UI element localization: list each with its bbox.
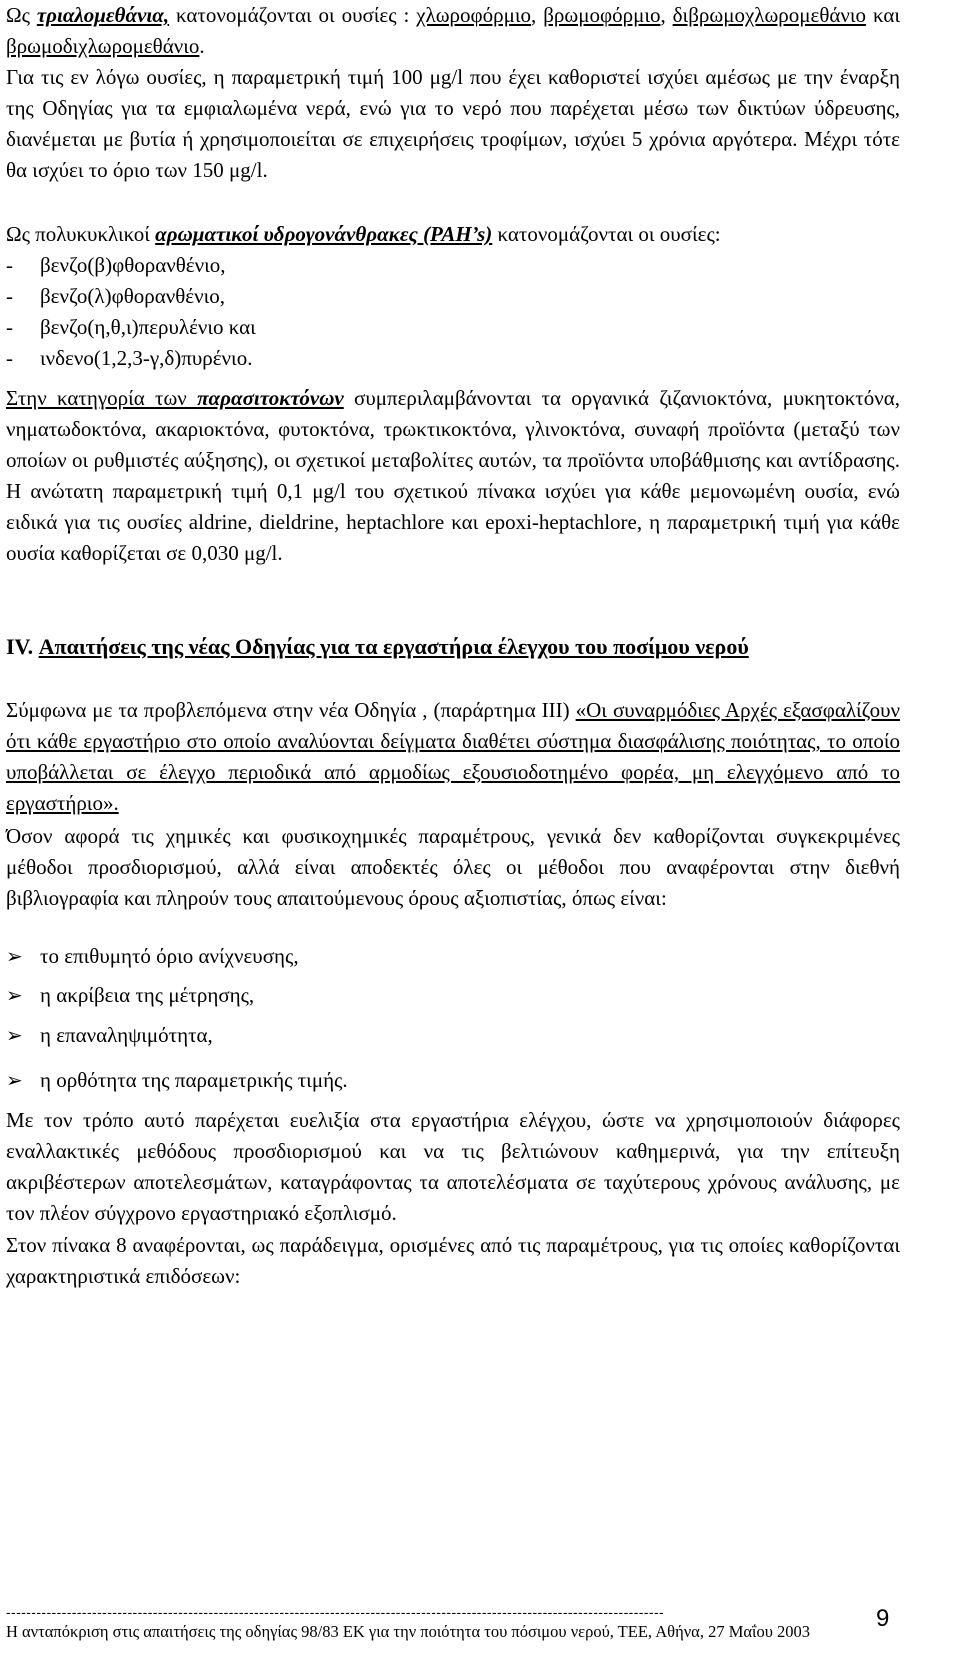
term-pesticides: παρασιτοκτόνων — [197, 386, 344, 410]
list-item — [6, 250, 900, 281]
list-item-text: η ορθότητα της παραμετρικής τιμής. — [40, 1068, 348, 1092]
substance-bromodichloromethane: βρωμοδιχλωρομεθάνιο — [6, 34, 200, 58]
text-span: και — [866, 3, 901, 27]
methods-paragraph: Όσον αφορά τις χημικές και φυσικοχημικές παραμέτρους, γενικά δεν καθορίζονται συγκεκριμένες μέθοδοι προσδιορισμού, αλλά είναι αποδεκτές όλες οι μέθοδοι που αναφέρονται στην διεθνή βιβλιογραφία και πληρούν τους απαιτούμενους όρους αξιοπιστίας, όπως είναι: — [6, 824, 900, 910]
footer-rule: ---------------------------------------------------------------------------------------------------------------------------------- — [6, 1604, 665, 1620]
page-number: 9 — [876, 1605, 890, 1632]
section-heading — [6, 631, 900, 662]
text-span: Στην κατηγορία των — [6, 386, 198, 410]
text-span: Σύμφωνα με τα προβλεπόμενα στην νέα Οδηγία , (παράρτημα ΙΙΙ) — [6, 698, 576, 722]
annex-paragraph — [6, 695, 900, 819]
annex-quote: «Οι συναρμόδιες Αρχές εξασφαλίζουν ότι κάθε εργαστήριο στο οποίο αναλύονται δείγματα διαθέτει σύστημα διασφάλισης ποιότητας, το οποίο υποβάλλεται σε έλεγχο περιοδικά από αρμοδίως εξουσιοδοτημένο φορέα, μη ελεγχόμενο από το εργαστήριο». — [6, 698, 900, 815]
text-span: συμπεριλαμβάνονται τα οργανικά ζιζανιοκτόνα, μυκητοκτόνα, νηματωδοκτόνα, ακαριοκτόνα, φυτοκτόνα, τρωκτικοκτόνα, γλινοκτόνα, συναφή προϊόντα (μεταξύ των οποίων οι ρυθμιστές αύξησης), οι σχετικοί μεταβολίτες αυτών, τα προϊόντα υποβάθμισης και αντίδρασης. Η ανώτατη παραμετρική τιμή 0,1 μg/l του σχετικού πίνακα ισχύει για κάθε μεμονωμένη ουσία, ενώ ειδικά για τις ουσίες aldrine, dieldrine, heptachlore και epoxi-heptachlore, η παραμετρική τιμή για κάθε ουσία καθορίζεται σε 0,030 μg/l. — [6, 386, 900, 565]
pah-list — [6, 250, 900, 374]
dash-bullet: - — [6, 315, 13, 339]
text-span: , — [531, 3, 544, 27]
list-item — [6, 343, 900, 374]
arrowhead-bullet-icon: ➢ — [6, 1068, 23, 1092]
parametric-value-paragraph: Για τις εν λόγω ουσίες, η παραμετρική τιμή 100 μg/l που έχει καθοριστεί ισχύει αμέσως με την έναρξη της Οδηγίας για τα εμφιαλωμένα νερά, ενώ για το νερό που παρέχεται μέσω των δικτύων ύδρευσης, διανέμεται με βυτία ή χρησιμοποιείται σε επιχειρήσεις τροφίμων, ισχύει 5 χρόνια αργότερα. Μέχρι τότε θα ισχύει το όριο των 150 μg/l. — [6, 65, 900, 182]
list-item — [6, 312, 900, 343]
flexibility-paragraph: Με τον τρόπο αυτό παρέχεται ευελιξία στα εργαστήρια ελέγχου, ώστε να χρησιμοποιούν διάφορες εναλλακτικές μεθόδους προσδιορισμού και να τις βελτιώνουν καθημερινά, για την επίτευξη ακριβέστερων αποτελεσμάτων, καταγράφοντας τα αποτελέσματα σε ταχύτερους χρόνους ανάλυσης, με τον πλέον σύγχρονο εργαστηριακό εξοπλισμό. — [6, 1108, 900, 1225]
arrowhead-bullet-icon: ➢ — [6, 983, 23, 1007]
text-span: κατονομάζονται οι ουσίες: — [492, 222, 721, 246]
text-span: . — [199, 34, 205, 58]
trihalomethanes-paragraph — [6, 0, 900, 62]
list-item-text: ινδενο(1,2,3-γ,δ)πυρένιο. — [40, 346, 253, 370]
list-item — [6, 281, 900, 312]
term-pah: αρωματικοί υδρογονάνθρακες (PAH’s) — [155, 222, 493, 246]
dash-bullet: - — [6, 346, 13, 370]
substance-dibromochloromethane: διβρωμοχλωρομεθάνιο — [672, 3, 867, 27]
list-item-text: βενζο(β)φθορανθένιο, — [40, 253, 226, 277]
term-trihalomethanes: τριαλομεθάνια, — [36, 3, 170, 27]
criteria-list — [6, 941, 900, 1105]
list-item-text: η ακρίβεια της μέτρησης, — [40, 983, 255, 1007]
list-item-text: βενζο(η,θ,ι)περυλένιο και — [40, 315, 256, 339]
list-item — [6, 941, 900, 980]
section-number: IV. — [6, 634, 34, 659]
list-item — [6, 1020, 900, 1065]
table8-paragraph: Στον πίνακα 8 αναφέρονται, ως παράδειγμα, ορισμένες από τις παραμέτρους, για τις οποίες καθορίζονται χαρακτηριστικά επιδόσεων: — [6, 1233, 900, 1288]
substance-bromoform: βρωμοφόρμιο — [543, 3, 661, 27]
list-item-text: βενζο(λ)φθορανθένιο, — [40, 284, 226, 308]
pesticides-paragraph — [6, 383, 900, 569]
list-item-text: η επαναληψιμότητα, — [40, 1023, 213, 1047]
substance-chloroform: χλωροφόρμιο — [416, 3, 532, 27]
list-item — [6, 1065, 900, 1105]
list-item-text: το επιθυμητό όριο ανίχνευσης, — [40, 944, 299, 968]
text-span: Ως — [6, 3, 37, 27]
dash-bullet: - — [6, 284, 13, 308]
list-item — [6, 980, 900, 1020]
arrowhead-bullet-icon: ➢ — [6, 1023, 23, 1047]
text-span: , — [660, 3, 673, 27]
arrowhead-bullet-icon: ➢ — [6, 944, 23, 968]
footer-text: Η ανταπόκριση στις απαιτήσεις της οδηγίας 98/83 ΕΚ για την ποιότητα του πόσιμου νερού, ΤΕΕ, Αθήνα, 27 Μαΐου 2003 — [6, 1622, 810, 1641]
dash-bullet: - — [6, 253, 13, 277]
text-span: κατονομάζονται οι ουσίες : — [169, 3, 417, 27]
section-title: Απαιτήσεις της νέας Οδηγίας για τα εργαστήρια έλεγχου του ποσίμου νερού — [38, 634, 749, 659]
page-footer — [6, 1603, 956, 1643]
text-span: Ως πολυκυκλικοί — [6, 222, 156, 246]
pah-paragraph — [6, 219, 900, 250]
